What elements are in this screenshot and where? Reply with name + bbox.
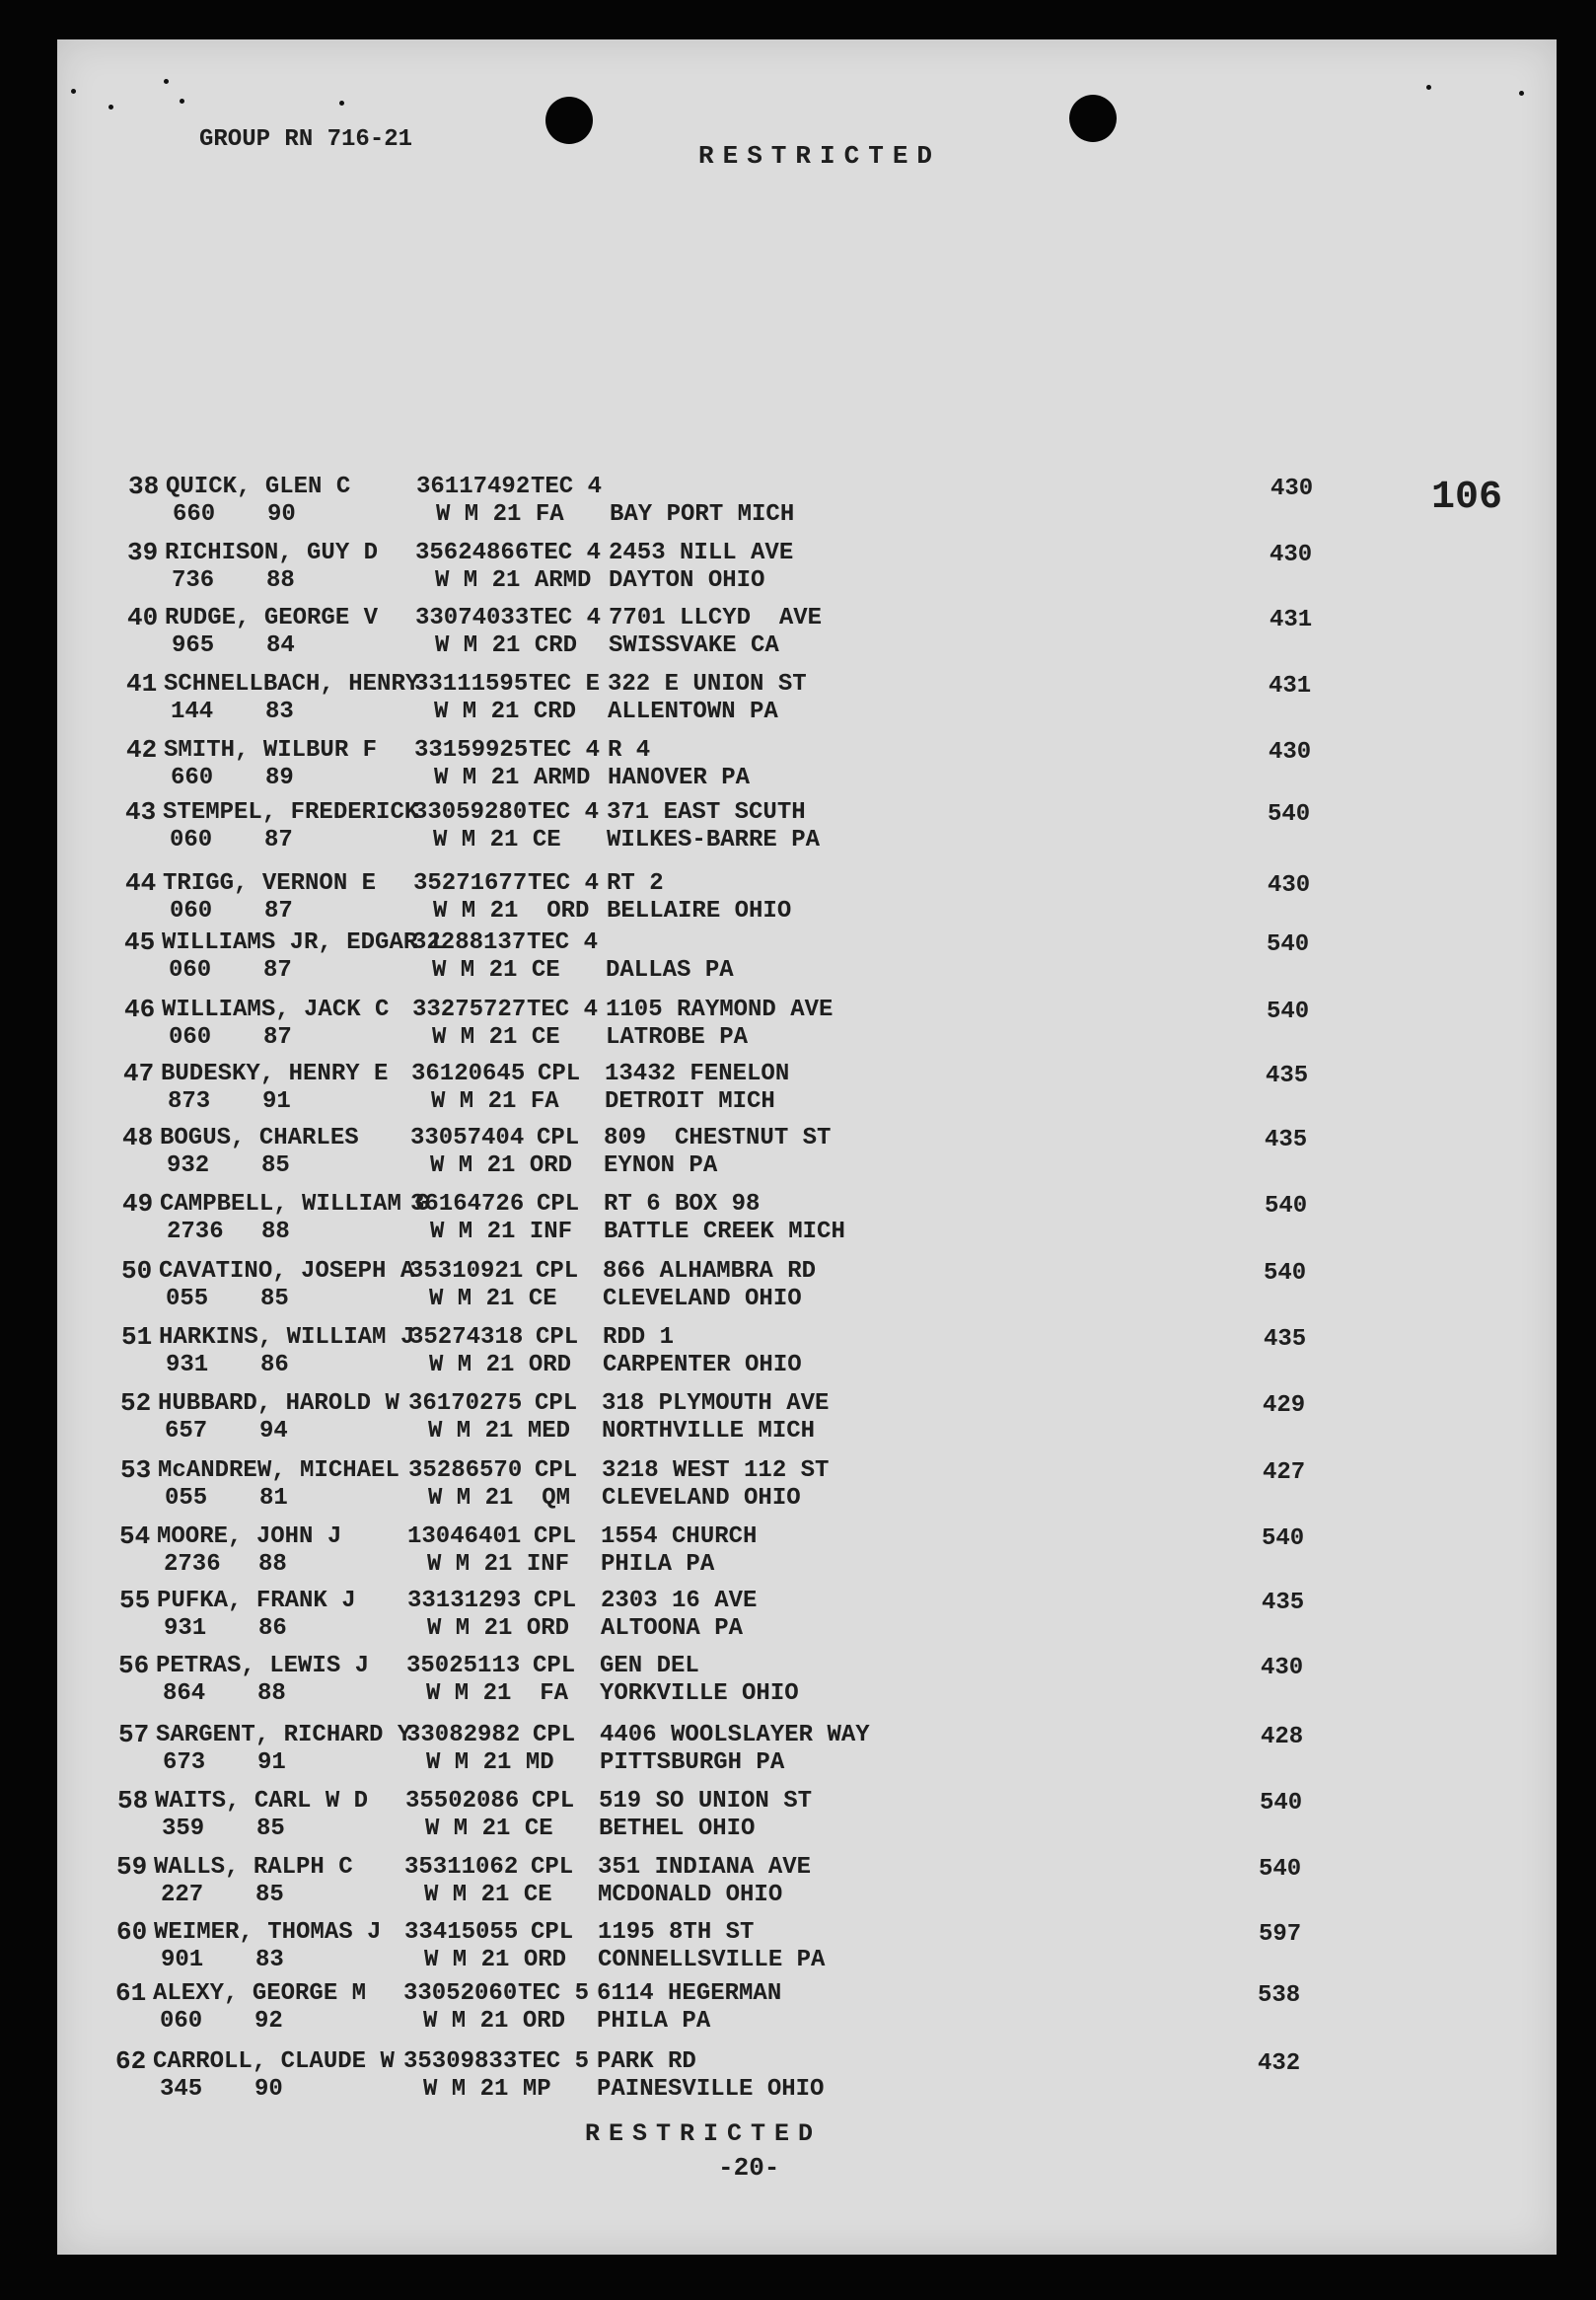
test-score: 83 bbox=[265, 699, 294, 725]
test-score: 90 bbox=[254, 2076, 283, 2103]
soldier-name: CARROLL, CLAUDE W bbox=[153, 2048, 395, 2075]
address-line-2: WILKES-BARRE PA bbox=[607, 827, 821, 853]
point-value: 435 bbox=[1264, 1326, 1307, 1353]
rank: TEC 4 bbox=[527, 997, 599, 1023]
test-score: 85 bbox=[260, 1286, 289, 1312]
roster-entry bbox=[57, 1720, 1557, 1785]
unit-branch: W M 21 CRD bbox=[434, 699, 577, 725]
soldier-name: ALEXY, GEORGE M bbox=[153, 1980, 367, 2007]
soldier-name: TRIGG, VERNON E bbox=[163, 870, 377, 897]
serial-number: 33082982 bbox=[406, 1722, 521, 1748]
speck bbox=[164, 79, 169, 84]
point-value: 540 bbox=[1262, 1525, 1305, 1552]
soldier-name: WAITS, CARL W D bbox=[155, 1788, 369, 1815]
roster-entry bbox=[57, 1917, 1557, 1982]
point-value: 540 bbox=[1265, 1193, 1308, 1220]
specialty-code: 901 bbox=[161, 1947, 204, 1973]
rank: TEC 4 bbox=[528, 799, 600, 826]
unit-branch: W M 21 ARMD bbox=[434, 765, 591, 791]
specialty-code: 060 bbox=[170, 898, 213, 925]
specialty-code: 660 bbox=[171, 765, 214, 791]
address-line-2: NORTHVILLE MICH bbox=[602, 1418, 816, 1445]
specialty-code: 055 bbox=[166, 1286, 209, 1312]
test-score: 86 bbox=[260, 1352, 289, 1378]
classification-header: RESTRICTED bbox=[698, 141, 942, 171]
unit-branch: W M 21 MP bbox=[423, 2076, 551, 2103]
address-line-1: 519 SO UNION ST bbox=[599, 1788, 813, 1815]
specialty-code: 060 bbox=[169, 1024, 212, 1051]
serial-number: 35025113 bbox=[406, 1653, 521, 1679]
page-number: 106 bbox=[1431, 476, 1503, 520]
test-score: 92 bbox=[254, 2008, 283, 2035]
address-line-1: 6114 HEGERMAN bbox=[597, 1980, 782, 2007]
row-number: 38 bbox=[128, 472, 160, 501]
unit-branch: W M 21 MED bbox=[428, 1418, 571, 1445]
test-score: 87 bbox=[263, 1024, 292, 1051]
test-score: 88 bbox=[261, 1219, 290, 1245]
address-line-1: RDD 1 bbox=[603, 1324, 675, 1351]
serial-number: 33415055 bbox=[404, 1919, 519, 1946]
rank: CPL bbox=[535, 1390, 578, 1417]
unit-branch: W M 21 ORD bbox=[424, 1947, 567, 1973]
serial-number: 35309833 bbox=[403, 2048, 518, 2075]
address-line-1: 318 PLYMOUTH AVE bbox=[602, 1390, 830, 1417]
unit-branch: W M 21 CE bbox=[424, 1882, 552, 1908]
row-number: 57 bbox=[118, 1720, 150, 1749]
unit-branch: W M 21 FA bbox=[431, 1088, 559, 1115]
address-line-1: R 4 bbox=[608, 737, 651, 764]
point-value: 435 bbox=[1266, 1063, 1309, 1089]
roster-entry bbox=[57, 603, 1557, 668]
unit-branch: W M 21 ARMD bbox=[435, 567, 592, 594]
address-line-1: 371 EAST SCUTH bbox=[607, 799, 806, 826]
soldier-name: MOORE, JOHN J bbox=[157, 1523, 342, 1550]
row-number: 61 bbox=[115, 1978, 147, 2008]
specialty-code: 931 bbox=[164, 1615, 207, 1642]
roster-entry bbox=[57, 1455, 1557, 1521]
point-value: 430 bbox=[1268, 872, 1311, 899]
serial-number: 36120645 bbox=[411, 1061, 526, 1087]
address-line-2: ALLENTOWN PA bbox=[608, 699, 778, 725]
soldier-name: WILLIAMS, JACK C bbox=[162, 997, 390, 1023]
rank: TEC 4 bbox=[527, 929, 599, 956]
roster-entry bbox=[57, 472, 1557, 537]
roster-entry bbox=[57, 1256, 1557, 1321]
address-line-1: 2453 NILL AVE bbox=[609, 540, 794, 566]
classification-footer: RESTRICTED bbox=[585, 2119, 823, 2148]
serial-number: 35286570 bbox=[408, 1457, 523, 1484]
row-number: 41 bbox=[126, 669, 158, 699]
row-number: 60 bbox=[116, 1917, 148, 1947]
row-number: 43 bbox=[125, 797, 157, 827]
point-value: 430 bbox=[1261, 1655, 1304, 1681]
specialty-code: 2736 bbox=[164, 1551, 221, 1578]
unit-branch: W M 21 ORD bbox=[423, 2008, 566, 2035]
document-page bbox=[57, 39, 1557, 2255]
address-line-2: PHILA PA bbox=[597, 2008, 711, 2035]
address-line-1: 13432 FENELON bbox=[605, 1061, 790, 1087]
unit-branch: W M 21 INF bbox=[430, 1219, 573, 1245]
serial-number: 33074033 bbox=[415, 605, 530, 631]
row-number: 46 bbox=[124, 995, 156, 1024]
point-value: 540 bbox=[1267, 999, 1310, 1025]
soldier-name: CAVATINO, JOSEPH A bbox=[159, 1258, 415, 1285]
specialty-code: 055 bbox=[165, 1485, 208, 1512]
serial-number: 33057404 bbox=[410, 1125, 525, 1151]
address-line-2: PITTSBURGH PA bbox=[600, 1749, 785, 1776]
serial-number: 35624866 bbox=[415, 540, 530, 566]
test-score: 81 bbox=[259, 1485, 288, 1512]
address-line-1: PARK RD bbox=[597, 2048, 696, 2075]
address-line-2: CLEVELAND OHIO bbox=[603, 1286, 802, 1312]
test-score: 86 bbox=[258, 1615, 287, 1642]
row-number: 53 bbox=[120, 1455, 152, 1485]
rank: CPL bbox=[531, 1854, 574, 1881]
rank: CPL bbox=[536, 1324, 579, 1351]
rank: TEC E bbox=[529, 671, 601, 698]
soldier-name: SARGENT, RICHARD Y bbox=[156, 1722, 412, 1748]
speck bbox=[71, 89, 76, 94]
roster-entry bbox=[57, 1388, 1557, 1453]
roster-entry bbox=[57, 735, 1557, 800]
address-line-1: 2303 16 AVE bbox=[601, 1588, 758, 1614]
unit-branch: W M 21 CE bbox=[432, 1024, 560, 1051]
specialty-code: 736 bbox=[172, 567, 215, 594]
rank: CPL bbox=[536, 1258, 579, 1285]
unit-branch: W M 21 CE bbox=[429, 1286, 557, 1312]
rank: CPL bbox=[537, 1191, 580, 1218]
rank: TEC 4 bbox=[528, 870, 600, 897]
test-score: 84 bbox=[266, 632, 295, 659]
address-line-2: LATROBE PA bbox=[606, 1024, 749, 1051]
serial-number: 35311062 bbox=[404, 1854, 519, 1881]
roster-entry bbox=[57, 995, 1557, 1060]
soldier-name: McANDREW, MICHAEL bbox=[158, 1457, 399, 1484]
unit-branch: W M 21 FA bbox=[426, 1680, 569, 1707]
unit-branch: W M 21 FA bbox=[436, 501, 564, 528]
unit-branch: W M 21 QM bbox=[428, 1485, 571, 1512]
address-line-1: 7701 LLCYD AVE bbox=[609, 605, 823, 631]
roster-entry bbox=[57, 1786, 1557, 1851]
row-number: 48 bbox=[122, 1123, 154, 1152]
test-score: 85 bbox=[256, 1816, 285, 1842]
test-score: 91 bbox=[262, 1088, 291, 1115]
address-line-1: 809 CHESTNUT ST bbox=[604, 1125, 832, 1151]
rank: CPL bbox=[532, 1788, 575, 1815]
address-line-1: GEN DEL bbox=[600, 1653, 699, 1679]
address-line-1: 1195 8TH ST bbox=[598, 1919, 755, 1946]
rank: TEC 4 bbox=[530, 605, 602, 631]
roster-entry bbox=[57, 1059, 1557, 1124]
serial-number: 35502086 bbox=[405, 1788, 520, 1815]
row-number: 40 bbox=[127, 603, 159, 632]
address-line-2: PHILA PA bbox=[601, 1551, 715, 1578]
point-value: 597 bbox=[1259, 1921, 1302, 1948]
unit-branch: W M 21 CE bbox=[432, 957, 560, 984]
serial-number: 35310921 bbox=[409, 1258, 524, 1285]
specialty-code: 931 bbox=[166, 1352, 209, 1378]
row-number: 59 bbox=[116, 1852, 148, 1882]
address-line-2: MCDONALD OHIO bbox=[598, 1882, 783, 1908]
point-value: 430 bbox=[1270, 476, 1314, 502]
test-score: 88 bbox=[258, 1551, 287, 1578]
specialty-code: 673 bbox=[163, 1749, 206, 1776]
roster-entry bbox=[57, 1852, 1557, 1917]
roster-entry bbox=[57, 2046, 1557, 2112]
specialty-code: 060 bbox=[170, 827, 213, 853]
rank: TEC 5 bbox=[518, 2048, 590, 2075]
roster-entry bbox=[57, 1586, 1557, 1651]
test-score: 88 bbox=[257, 1680, 286, 1707]
roster-entry bbox=[57, 669, 1557, 734]
point-value: 431 bbox=[1270, 607, 1313, 633]
test-score: 89 bbox=[265, 765, 294, 791]
test-score: 90 bbox=[267, 501, 296, 528]
address-line-2: CONNELLSVILLE PA bbox=[598, 1947, 826, 1973]
point-value: 430 bbox=[1269, 739, 1312, 766]
soldier-name: PETRAS, LEWIS J bbox=[156, 1653, 370, 1679]
serial-number: 33052060 bbox=[403, 1980, 518, 2007]
point-value: 432 bbox=[1258, 2050, 1301, 2077]
roster-entry bbox=[57, 868, 1557, 933]
soldier-name: SMITH, WILBUR F bbox=[164, 737, 378, 764]
serial-number: 36170275 bbox=[408, 1390, 523, 1417]
roster-entry bbox=[57, 1651, 1557, 1716]
specialty-code: 2736 bbox=[167, 1219, 224, 1245]
address-line-2: DALLAS PA bbox=[606, 957, 734, 984]
row-number: 55 bbox=[119, 1586, 151, 1615]
row-number: 56 bbox=[118, 1651, 150, 1680]
soldier-name: HUBBARD, HAROLD W bbox=[158, 1390, 399, 1417]
point-value: 540 bbox=[1260, 1790, 1303, 1817]
address-line-1: RT 2 bbox=[607, 870, 664, 897]
soldier-name: RICHISON, GUY D bbox=[165, 540, 379, 566]
address-line-1: 3218 WEST 112 ST bbox=[602, 1457, 830, 1484]
soldier-name: QUICK, GLEN C bbox=[166, 474, 351, 500]
address-line-1: 4406 WOOLSLAYER WAY bbox=[600, 1722, 870, 1748]
test-score: 87 bbox=[264, 898, 293, 925]
point-value: 435 bbox=[1262, 1590, 1305, 1616]
address-line-2: BATTLE CREEK MICH bbox=[604, 1219, 845, 1245]
folio-number: -20- bbox=[718, 2153, 780, 2183]
row-number: 44 bbox=[125, 868, 157, 898]
test-score: 87 bbox=[264, 827, 293, 853]
roster-entry bbox=[57, 1322, 1557, 1387]
specialty-code: 864 bbox=[163, 1680, 206, 1707]
punch-hole-right bbox=[1069, 95, 1117, 142]
unit-branch: W M 21 INF bbox=[427, 1551, 570, 1578]
point-value: 431 bbox=[1269, 673, 1312, 700]
address-line-2: CARPENTER OHIO bbox=[603, 1352, 802, 1378]
point-value: 538 bbox=[1258, 1982, 1301, 2009]
address-line-2: EYNON PA bbox=[604, 1152, 718, 1179]
soldier-name: STEMPEL, FREDERICK bbox=[163, 799, 419, 826]
specialty-code: 932 bbox=[167, 1152, 210, 1179]
punch-hole-left bbox=[545, 97, 593, 144]
test-score: 91 bbox=[257, 1749, 286, 1776]
row-number: 62 bbox=[115, 2046, 147, 2076]
rank: CPL bbox=[533, 1653, 576, 1679]
address-line-2: CLEVELAND OHIO bbox=[602, 1485, 801, 1512]
address-line-1: 1105 RAYMOND AVE bbox=[606, 997, 834, 1023]
point-value: 428 bbox=[1261, 1724, 1304, 1750]
soldier-name: SCHNELLBACH, HENRY bbox=[164, 671, 420, 698]
serial-number: 33275727 bbox=[412, 997, 527, 1023]
soldier-name: HARKINS, WILLIAM J bbox=[159, 1324, 415, 1351]
roster-entry bbox=[57, 1978, 1557, 2043]
serial-number: 33159925 bbox=[414, 737, 529, 764]
test-score: 85 bbox=[261, 1152, 290, 1179]
unit-branch: W M 21 ORD bbox=[430, 1152, 573, 1179]
specialty-code: 359 bbox=[162, 1816, 205, 1842]
serial-number: 35274318 bbox=[409, 1324, 524, 1351]
unit-branch: W M 21 CRD bbox=[435, 632, 578, 659]
serial-number: 36117492 bbox=[416, 474, 531, 500]
soldier-name: CAMPBELL, WILLIAM G bbox=[160, 1191, 430, 1218]
soldier-name: WILLIAMS JR, EDGAR L bbox=[162, 929, 447, 956]
roster-entry bbox=[57, 1521, 1557, 1587]
point-value: 540 bbox=[1268, 801, 1311, 828]
rank: CPL bbox=[537, 1125, 580, 1151]
row-number: 50 bbox=[121, 1256, 153, 1286]
test-score: 87 bbox=[263, 957, 292, 984]
row-number: 47 bbox=[123, 1059, 155, 1088]
point-value: 540 bbox=[1259, 1856, 1302, 1883]
address-line-2: HANOVER PA bbox=[608, 765, 751, 791]
address-line-2: BETHEL OHIO bbox=[599, 1816, 756, 1842]
speck bbox=[1426, 85, 1431, 90]
rank: CPL bbox=[534, 1523, 577, 1550]
row-number: 39 bbox=[127, 538, 159, 567]
specialty-code: 657 bbox=[165, 1418, 208, 1445]
test-score: 85 bbox=[255, 1882, 284, 1908]
roster-entry bbox=[57, 538, 1557, 603]
rank: CPL bbox=[531, 1919, 574, 1946]
row-number: 45 bbox=[124, 927, 156, 957]
serial-number: 33131293 bbox=[407, 1588, 522, 1614]
unit-branch: W M 21 ORD bbox=[429, 1352, 572, 1378]
soldier-name: RUDGE, GEORGE V bbox=[165, 605, 379, 631]
row-number: 54 bbox=[119, 1521, 151, 1551]
specialty-code: 060 bbox=[160, 2008, 203, 2035]
rank: TEC 4 bbox=[530, 540, 602, 566]
row-number: 51 bbox=[121, 1322, 153, 1352]
address-line-1: 351 INDIANA AVE bbox=[598, 1854, 812, 1881]
address-line-1: RT 6 BOX 98 bbox=[604, 1191, 761, 1218]
point-value: 430 bbox=[1270, 542, 1313, 568]
rank: TEC 5 bbox=[518, 1980, 590, 2007]
roster-entry bbox=[57, 927, 1557, 993]
test-score: 83 bbox=[255, 1947, 284, 1973]
serial-number: 32288137 bbox=[412, 929, 527, 956]
specialty-code: 144 bbox=[171, 699, 214, 725]
unit-branch: W M 21 ORD bbox=[427, 1615, 570, 1642]
unit-branch: W M 21 MD bbox=[426, 1749, 554, 1776]
speck bbox=[339, 101, 344, 106]
unit-branch: W M 21 ORD bbox=[433, 898, 590, 925]
rank: TEC 4 bbox=[529, 737, 601, 764]
speck bbox=[1519, 91, 1524, 96]
specialty-code: 060 bbox=[169, 957, 212, 984]
specialty-code: 345 bbox=[160, 2076, 203, 2103]
serial-number: 33059280 bbox=[413, 799, 528, 826]
soldier-name: PUFKA, FRANK J bbox=[157, 1588, 356, 1614]
row-number: 42 bbox=[126, 735, 158, 765]
address-line-2: SWISSVAKE CA bbox=[609, 632, 779, 659]
row-number: 52 bbox=[120, 1388, 152, 1418]
rank: TEC 4 bbox=[531, 474, 603, 500]
test-score: 94 bbox=[259, 1418, 288, 1445]
point-value: 540 bbox=[1267, 931, 1310, 958]
speck bbox=[109, 105, 113, 110]
specialty-code: 227 bbox=[161, 1882, 204, 1908]
address-line-1: 1554 CHURCH bbox=[601, 1523, 758, 1550]
address-line-2: ALTOONA PA bbox=[601, 1615, 744, 1642]
serial-number: 13046401 bbox=[407, 1523, 522, 1550]
address-line-2: YORKVILLE OHIO bbox=[600, 1680, 799, 1707]
serial-number: 35271677 bbox=[413, 870, 528, 897]
unit-branch: W M 21 CE bbox=[433, 827, 561, 853]
serial-number: 36164726 bbox=[410, 1191, 525, 1218]
address-line-2: BELLAIRE OHIO bbox=[607, 898, 792, 925]
soldier-name: WALLS, RALPH C bbox=[154, 1854, 353, 1881]
soldier-name: WEIMER, THOMAS J bbox=[154, 1919, 382, 1946]
specialty-code: 965 bbox=[172, 632, 215, 659]
rank: CPL bbox=[535, 1457, 578, 1484]
address-line-1: 866 ALHAMBRA RD bbox=[603, 1258, 817, 1285]
soldier-name: BOGUS, CHARLES bbox=[160, 1125, 359, 1151]
serial-number: 33111595 bbox=[414, 671, 529, 698]
specialty-code: 660 bbox=[173, 501, 216, 528]
specialty-code: 873 bbox=[168, 1088, 211, 1115]
address-line-2: BAY PORT MICH bbox=[610, 501, 795, 528]
row-number: 49 bbox=[122, 1189, 154, 1219]
point-value: 427 bbox=[1263, 1459, 1306, 1486]
roster-entry bbox=[57, 797, 1557, 862]
soldier-name: BUDESKY, HENRY E bbox=[161, 1061, 389, 1087]
rank: CPL bbox=[534, 1588, 577, 1614]
rank: CPL bbox=[533, 1722, 576, 1748]
address-line-2: DAYTON OHIO bbox=[609, 567, 765, 594]
unit-branch: W M 21 CE bbox=[425, 1816, 553, 1842]
address-line-2: PAINESVILLE OHIO bbox=[597, 2076, 825, 2103]
group-identifier: GROUP RN 716-21 bbox=[199, 126, 413, 153]
rank: CPL bbox=[538, 1061, 581, 1087]
test-score: 88 bbox=[266, 567, 295, 594]
row-number: 58 bbox=[117, 1786, 149, 1816]
point-value: 435 bbox=[1265, 1127, 1308, 1153]
address-line-1: 322 E UNION ST bbox=[608, 671, 807, 698]
address-line-2: DETROIT MICH bbox=[605, 1088, 775, 1115]
roster-entry bbox=[57, 1189, 1557, 1254]
roster-entry bbox=[57, 1123, 1557, 1188]
point-value: 429 bbox=[1263, 1392, 1306, 1419]
point-value: 540 bbox=[1264, 1260, 1307, 1287]
speck bbox=[180, 99, 184, 104]
